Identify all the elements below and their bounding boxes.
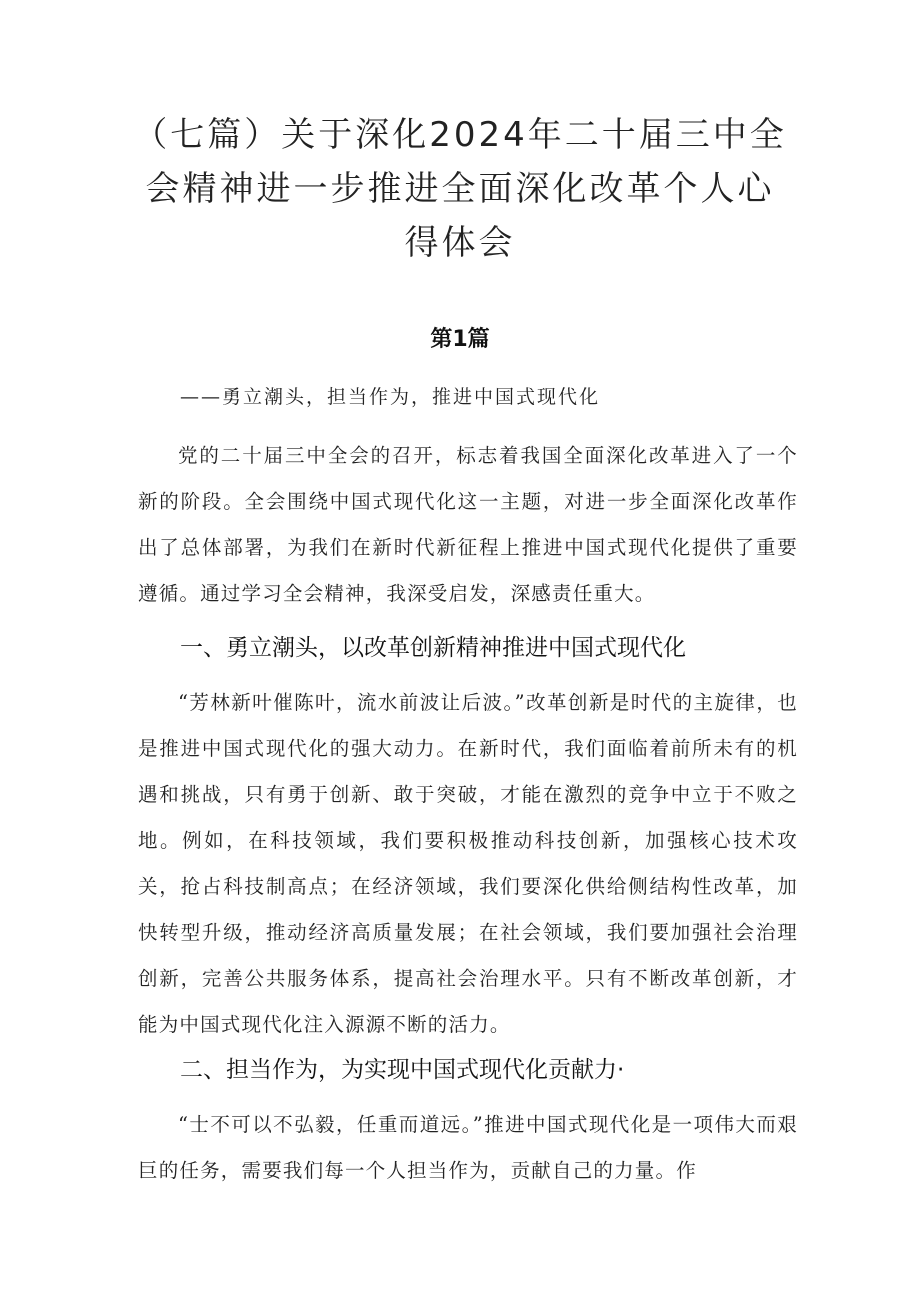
section-heading-1: 一、勇立潮头，以改革创新精神推进中国式现代化 [180,635,686,661]
paragraph-section-2: “士不可以不弘毅，任重而道远。”推进中国式现代化是一项伟大而艰巨的任务，需要我们每一个人担当作为，贡献自己的力量。作 [138,1113,798,1182]
paragraph-intro: 党的二十届三中全会的召开，标志着我国全面深化改革进入了一个新的阶段。全会围绕中国式现代化这一主题，对进一步全面深化改革作出了总体部署，为我们在新时代新征程上推进中国式现代化提供了重要遵循。通过学习全会精神，我深受启发，深感责任重大。 [138,444,798,605]
subtitle: ——勇立潮头，担当作为，推进中国式现代化 [180,386,601,408]
chapter-label: 第1篇 [430,327,490,352]
document-title: （七篇）关于深化2024年二十届三中全会精神进一步推进全面深化改革个人心得体会 [133,115,787,263]
paragraph-section-1: “芳林新叶催陈叶，流水前波让后波。”改革创新是时代的主旋律，也是推进中国式现代化的强大动力。在新时代，我们面临着前所未有的机遇和挑战，只有勇于创新、敢于突破，才能在激烈的竞争中立于不败之地。例如，在科技领域，我们要积极推动科技创新，加强核心技术攻关，抢占科技制高点；在经济领域，我们要深化供给侧结构性改革，加快转型升级，推动经济高质量发展；在社会领域，我们要加强社会治理创新，完善公共服务体系，提高社会治理水平。只有不断改革创新，才能为中国式现代化注入源源不断的活力。 [138,691,798,1036]
section-heading-2: 二、担当作为，为实现中国式现代化贡献力· [180,1057,625,1083]
